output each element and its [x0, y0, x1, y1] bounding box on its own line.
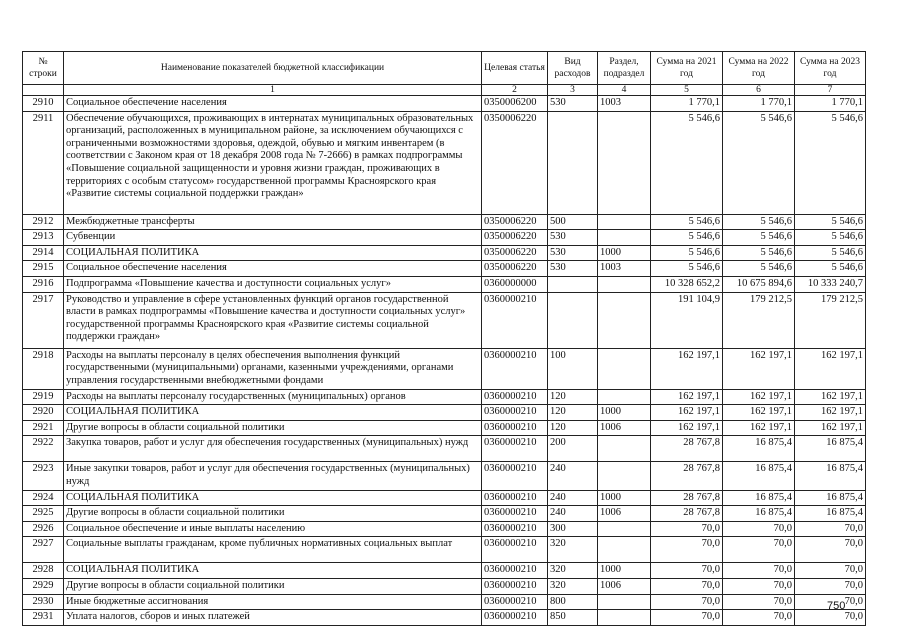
- row-sum-2022: 70,0: [723, 610, 795, 626]
- row-number: 2915: [23, 261, 64, 277]
- row-target-article: 0360000210: [482, 594, 548, 610]
- row-sum-2022: 162 197,1: [723, 389, 795, 405]
- row-sum-2021: 10 328 652,2: [651, 276, 723, 292]
- row-name: СОЦИАЛЬНАЯ ПОЛИТИКА: [64, 245, 482, 261]
- row-number: 2917: [23, 292, 64, 348]
- row-section: 1000: [598, 245, 651, 261]
- row-sum-2022: 70,0: [723, 537, 795, 563]
- row-sum-2021: 5 546,6: [651, 245, 723, 261]
- row-target-article: 0360000000: [482, 276, 548, 292]
- header-sum-2021: Сумма на 2021 год: [651, 52, 723, 85]
- row-sum-2023: 162 197,1: [795, 389, 866, 405]
- row-expense-type: 530: [548, 261, 598, 277]
- table-row: [23, 405, 866, 421]
- row-number: 2927: [23, 537, 64, 563]
- row-name: Иные закупки товаров, работ и услуг для обеспечения государственных (муниципальных) нужд: [64, 462, 482, 490]
- row-number: 2916: [23, 276, 64, 292]
- row-target-article: 0360000210: [482, 578, 548, 594]
- header-name: Наименование показателей бюджетной классификации: [64, 52, 482, 85]
- row-expense-type: 240: [548, 462, 598, 490]
- row-sum-2023: 179 212,5: [795, 292, 866, 348]
- row-sum-2022: 162 197,1: [723, 420, 795, 436]
- row-sum-2021: 162 197,1: [651, 405, 723, 421]
- row-name: Социальное обеспечение и иные выплаты населению: [64, 521, 482, 537]
- row-number: 2923: [23, 462, 64, 490]
- column-number: 4: [598, 85, 651, 96]
- page-number: 750: [827, 600, 846, 612]
- row-sum-2022: 5 546,6: [723, 245, 795, 261]
- row-name: Социальные выплаты гражданам, кроме публичных нормативных социальных выплат: [64, 537, 482, 563]
- row-sum-2021: 5 546,6: [651, 261, 723, 277]
- table-row: [23, 594, 866, 610]
- row-sum-2022: 179 212,5: [723, 292, 795, 348]
- row-name: Расходы на выплаты персоналу в целях обеспечения выполнения функций государственными (муниципальными) органами, казенными учреждениями, органами управления государственными внебюджетными фондами: [64, 348, 482, 389]
- row-sum-2021: 70,0: [651, 537, 723, 563]
- row-target-article: 0350006220: [482, 214, 548, 230]
- row-target-article: 0350006220: [482, 245, 548, 261]
- row-expense-type: 320: [548, 578, 598, 594]
- row-sum-2021: 28 767,8: [651, 436, 723, 462]
- row-sum-2023: 5 546,6: [795, 230, 866, 246]
- row-sum-2021: 191 104,9: [651, 292, 723, 348]
- row-sum-2023: 1 770,1: [795, 96, 866, 112]
- row-sum-2021: 5 546,6: [651, 111, 723, 214]
- row-sum-2022: 5 546,6: [723, 261, 795, 277]
- row-target-article: 0360000210: [482, 506, 548, 522]
- table-row: [23, 578, 866, 594]
- row-name: СОЦИАЛЬНАЯ ПОЛИТИКА: [64, 405, 482, 421]
- header-row-number: № строки: [23, 52, 64, 85]
- header-sum-2023: Сумма на 2023 год: [795, 52, 866, 85]
- row-expense-type: 530: [548, 230, 598, 246]
- table-row: [23, 490, 866, 506]
- header-target-article: Целевая статья: [482, 52, 548, 85]
- row-name: Подпрограмма «Повышение качества и доступности социальных услуг»: [64, 276, 482, 292]
- row-sum-2022: 5 546,6: [723, 230, 795, 246]
- row-target-article: 0360000210: [482, 348, 548, 389]
- row-section: 1003: [598, 261, 651, 277]
- row-target-article: 0350006220: [482, 261, 548, 277]
- row-target-article: 0360000210: [482, 436, 548, 462]
- row-sum-2021: 28 767,8: [651, 490, 723, 506]
- row-target-article: 0360000210: [482, 462, 548, 490]
- row-sum-2023: 162 197,1: [795, 348, 866, 389]
- row-target-article: 0350006220: [482, 230, 548, 246]
- column-number: 1: [64, 85, 482, 96]
- row-sum-2023: 70,0: [795, 537, 866, 563]
- row-sum-2023: 70,0: [795, 521, 866, 537]
- table-row: [23, 292, 866, 348]
- row-target-article: 0360000210: [482, 563, 548, 579]
- row-name: Другие вопросы в области социальной политики: [64, 578, 482, 594]
- row-sum-2021: 162 197,1: [651, 389, 723, 405]
- column-number: 5: [651, 85, 723, 96]
- row-expense-type: 240: [548, 506, 598, 522]
- row-number: 2913: [23, 230, 64, 246]
- row-name: Иные бюджетные ассигнования: [64, 594, 482, 610]
- row-target-article: 0360000210: [482, 420, 548, 436]
- row-expense-type: 120: [548, 389, 598, 405]
- row-expense-type: 120: [548, 405, 598, 421]
- row-sum-2021: 70,0: [651, 521, 723, 537]
- table-row: [23, 521, 866, 537]
- row-sum-2023: 10 333 240,7: [795, 276, 866, 292]
- row-sum-2023: 16 875,4: [795, 490, 866, 506]
- row-sum-2022: 70,0: [723, 563, 795, 579]
- row-section: [598, 594, 651, 610]
- row-number: 2929: [23, 578, 64, 594]
- row-number: 2911: [23, 111, 64, 214]
- row-section: [598, 521, 651, 537]
- row-expense-type: 800: [548, 594, 598, 610]
- row-section: [598, 537, 651, 563]
- table-row: [23, 348, 866, 389]
- column-number: 6: [723, 85, 795, 96]
- row-sum-2022: 162 197,1: [723, 348, 795, 389]
- row-number: 2925: [23, 506, 64, 522]
- row-number: 2920: [23, 405, 64, 421]
- row-number: 2930: [23, 594, 64, 610]
- row-target-article: 0360000210: [482, 292, 548, 348]
- table-row: [23, 537, 866, 563]
- row-number: 2931: [23, 610, 64, 626]
- header-section: Раздел, подраздел: [598, 52, 651, 85]
- row-expense-type: 320: [548, 563, 598, 579]
- row-sum-2023: 70,0: [795, 563, 866, 579]
- row-name: Межбюджетные трансферты: [64, 214, 482, 230]
- row-sum-2023: 162 197,1: [795, 420, 866, 436]
- row-section: [598, 462, 651, 490]
- row-sum-2022: 10 675 894,6: [723, 276, 795, 292]
- row-target-article: 0360000210: [482, 490, 548, 506]
- header-sum-2022: Сумма на 2022 год: [723, 52, 795, 85]
- row-expense-type: 120: [548, 420, 598, 436]
- row-number: 2919: [23, 389, 64, 405]
- row-section: 1003: [598, 96, 651, 112]
- row-name: Другие вопросы в области социальной политики: [64, 420, 482, 436]
- row-number: 2926: [23, 521, 64, 537]
- row-sum-2022: 70,0: [723, 521, 795, 537]
- row-name: Социальное обеспечение населения: [64, 96, 482, 112]
- row-expense-type: 530: [548, 96, 598, 112]
- table-row: [23, 214, 866, 230]
- row-number: 2918: [23, 348, 64, 389]
- table-row: [23, 506, 866, 522]
- table-row: [23, 276, 866, 292]
- row-sum-2023: 16 875,4: [795, 462, 866, 490]
- row-number: 2910: [23, 96, 64, 112]
- row-section: 1000: [598, 490, 651, 506]
- row-sum-2023: 70,0: [795, 594, 866, 610]
- table-row: [23, 610, 866, 626]
- row-section: 1006: [598, 420, 651, 436]
- row-name: Обеспечение обучающихся, проживающих в интернатах муниципальных образовательных организаций, расположенных в муниципальном районе, за исключением обучающихся с ограниченными возможностями здоровья, одеждой, обувью и мягким инвентарем (в соответствии с Законом края от 18 декабря 2008 года № 7-2666) в рамках подпрограммы «Повышение социальной защищенности и уровня жизни граждан, проживающих в территориях с особым статусом» государственной программы Красноярского края «Развитие системы социальной поддержки граждан»: [64, 111, 482, 214]
- row-number: 2921: [23, 420, 64, 436]
- row-target-article: 0360000210: [482, 389, 548, 405]
- row-sum-2021: 5 546,6: [651, 230, 723, 246]
- column-number: 7: [795, 85, 866, 96]
- row-sum-2022: 16 875,4: [723, 436, 795, 462]
- row-sum-2023: 5 546,6: [795, 261, 866, 277]
- row-sum-2023: 5 546,6: [795, 214, 866, 230]
- row-section: [598, 111, 651, 214]
- row-sum-2022: 5 546,6: [723, 111, 795, 214]
- table-row: [23, 96, 866, 112]
- row-name: Расходы на выплаты персоналу государственных (муниципальных) органов: [64, 389, 482, 405]
- row-number: 2924: [23, 490, 64, 506]
- row-sum-2021: 28 767,8: [651, 506, 723, 522]
- row-sum-2023: 16 875,4: [795, 436, 866, 462]
- row-name: СОЦИАЛЬНАЯ ПОЛИТИКА: [64, 490, 482, 506]
- row-sum-2023: 16 875,4: [795, 506, 866, 522]
- row-expense-type: 300: [548, 521, 598, 537]
- row-sum-2021: 1 770,1: [651, 96, 723, 112]
- row-target-article: 0360000210: [482, 405, 548, 421]
- row-sum-2023: 5 546,6: [795, 245, 866, 261]
- column-number: 2: [482, 85, 548, 96]
- row-number: 2922: [23, 436, 64, 462]
- row-name: Субвенции: [64, 230, 482, 246]
- row-sum-2022: 70,0: [723, 578, 795, 594]
- row-section: [598, 348, 651, 389]
- row-number: 2928: [23, 563, 64, 579]
- table-row: [23, 420, 866, 436]
- header-row: [23, 52, 866, 85]
- row-sum-2023: 70,0: [795, 578, 866, 594]
- row-expense-type: 240: [548, 490, 598, 506]
- row-sum-2023: 70,0: [795, 610, 866, 626]
- row-expense-type: 850: [548, 610, 598, 626]
- row-sum-2022: 70,0: [723, 594, 795, 610]
- row-expense-type: [548, 276, 598, 292]
- row-section: 1000: [598, 405, 651, 421]
- row-sum-2022: 16 875,4: [723, 462, 795, 490]
- table-row: [23, 436, 866, 462]
- row-sum-2021: 162 197,1: [651, 420, 723, 436]
- row-sum-2021: 28 767,8: [651, 462, 723, 490]
- row-sum-2021: 70,0: [651, 594, 723, 610]
- row-sum-2022: 1 770,1: [723, 96, 795, 112]
- row-name: Уплата налогов, сборов и иных платежей: [64, 610, 482, 626]
- row-expense-type: 530: [548, 245, 598, 261]
- table-row: [23, 230, 866, 246]
- row-sum-2021: 70,0: [651, 563, 723, 579]
- header-expense-type: Вид расходов: [548, 52, 598, 85]
- row-section: [598, 214, 651, 230]
- row-section: 1006: [598, 506, 651, 522]
- row-expense-type: [548, 292, 598, 348]
- row-sum-2021: 5 546,6: [651, 214, 723, 230]
- row-number: 2914: [23, 245, 64, 261]
- row-target-article: 0350006220: [482, 111, 548, 214]
- row-expense-type: 200: [548, 436, 598, 462]
- row-sum-2022: 16 875,4: [723, 506, 795, 522]
- table-row: [23, 245, 866, 261]
- row-section: [598, 389, 651, 405]
- row-target-article: 0360000210: [482, 537, 548, 563]
- table-row: [23, 111, 866, 214]
- row-target-article: 0360000210: [482, 521, 548, 537]
- row-section: [598, 230, 651, 246]
- row-sum-2023: 5 546,6: [795, 111, 866, 214]
- table-row: [23, 261, 866, 277]
- row-sum-2022: 16 875,4: [723, 490, 795, 506]
- column-number: 3: [548, 85, 598, 96]
- row-name: Социальное обеспечение населения: [64, 261, 482, 277]
- row-expense-type: 100: [548, 348, 598, 389]
- table-body: [23, 96, 866, 626]
- column-number-row: [23, 85, 866, 96]
- row-sum-2022: 5 546,6: [723, 214, 795, 230]
- row-section: [598, 292, 651, 348]
- row-sum-2021: 70,0: [651, 578, 723, 594]
- row-sum-2021: 70,0: [651, 610, 723, 626]
- row-section: [598, 436, 651, 462]
- row-section: [598, 610, 651, 626]
- row-sum-2021: 162 197,1: [651, 348, 723, 389]
- row-expense-type: 320: [548, 537, 598, 563]
- column-number: [23, 85, 64, 96]
- table-row: [23, 389, 866, 405]
- row-section: 1006: [598, 578, 651, 594]
- table-row: [23, 563, 866, 579]
- row-expense-type: 500: [548, 214, 598, 230]
- row-sum-2022: 162 197,1: [723, 405, 795, 421]
- row-target-article: 0350006200: [482, 96, 548, 112]
- row-sum-2023: 162 197,1: [795, 405, 866, 421]
- row-section: [598, 276, 651, 292]
- row-expense-type: [548, 111, 598, 214]
- row-name: Другие вопросы в области социальной политики: [64, 506, 482, 522]
- row-name: Руководство и управление в сфере установленных функций органов государственной власти в рамках подпрограммы «Повышение качества и доступности социальных услуг» государственной программы Красноярского края «Развитие системы социальной поддержки граждан»: [64, 292, 482, 348]
- row-target-article: 0360000210: [482, 610, 548, 626]
- row-number: 2912: [23, 214, 64, 230]
- row-section: 1000: [598, 563, 651, 579]
- budget-table: [22, 51, 866, 626]
- table-row: [23, 462, 866, 490]
- row-name: СОЦИАЛЬНАЯ ПОЛИТИКА: [64, 563, 482, 579]
- row-name: Закупка товаров, работ и услуг для обеспечения государственных (муниципальных) нужд: [64, 436, 482, 462]
